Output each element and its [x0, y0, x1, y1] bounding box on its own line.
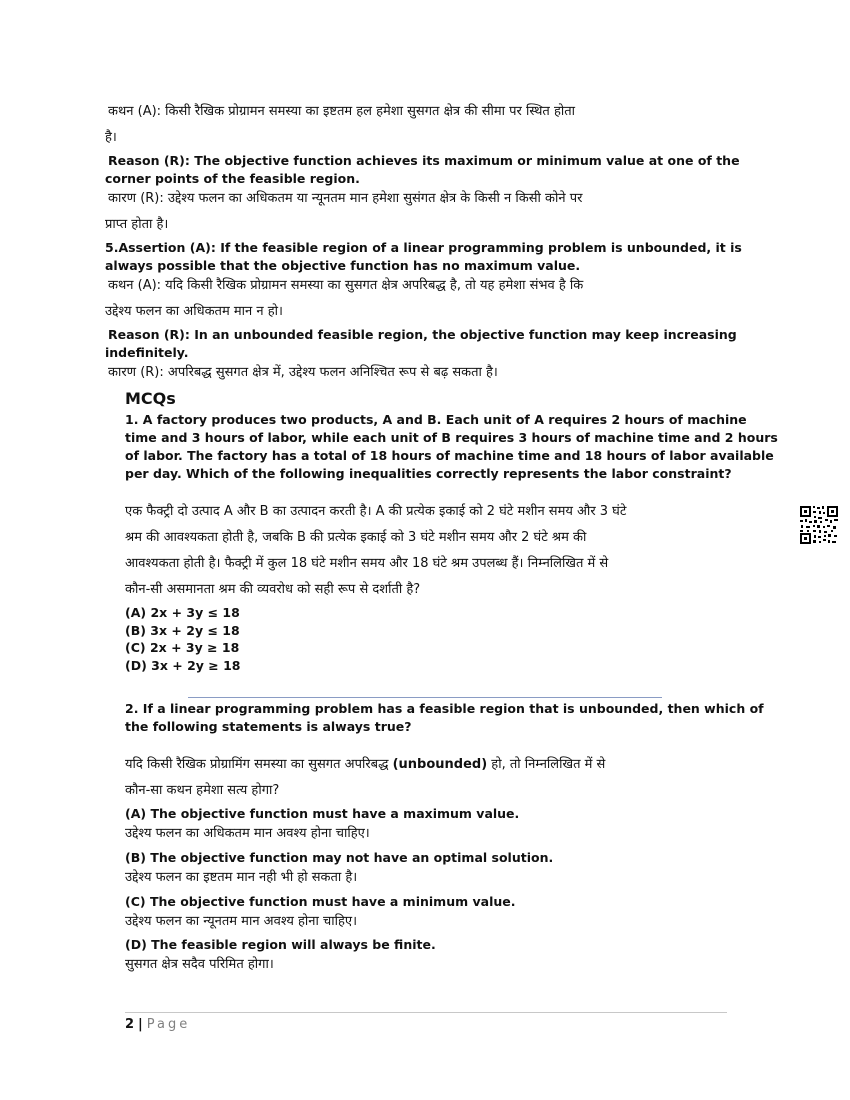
- reason-4-english-line2: corner points of the feasible region.: [105, 171, 360, 186]
- q2-option-a-hindi: उद्देश्य फलन का अधिकतम मान अवश्य होना चाहिए।: [125, 826, 370, 841]
- q1-option-b: (B) 3x + 2y ≤ 18: [125, 623, 240, 638]
- q1-hindi-line1: एक फैक्ट्री दो उत्पाद A और B का उत्पादन करती है। A की प्रत्येक इकाई को 2 घंटे मशीन समय और 3 घंटे: [125, 504, 627, 519]
- reason-4-english-line1: Reason (R): The objective function achieves its maximum or minimum value at one of the: [108, 153, 740, 168]
- q1-english-line1: 1. A factory produces two products, A and B. Each unit of A requires 2 hours of machine: [125, 412, 747, 427]
- q1-hindi-line2: श्रम की आवश्यकता होती है, जबकि B की प्रत्येक इकाई को 3 घंटे मशीन समय और 2 घंटे श्रम की: [125, 530, 587, 545]
- q1-english-line2: time and 3 hours of labor, while each unit of B requires 3 hours of machine time and 2 hours: [125, 430, 778, 445]
- assertion-5-hindi-line2: उद्देश्य फलन का अधिकतम मान न हो।: [105, 304, 283, 319]
- reason-5-english-line1: Reason (R): In an unbounded feasible region, the objective function may keep increasing: [108, 327, 737, 342]
- q2-option-c-hindi: उद्देश्य फलन का न्यूनतम मान अवश्य होना चाहिए।: [125, 914, 358, 929]
- assertion-4-hindi-line2: है।: [105, 130, 117, 145]
- footer-separator: |: [138, 1017, 143, 1032]
- assertion-4-hindi-line1: कथन (A): किसी रैखिक प्रोग्रामन समस्या का इष्टतम हल हमेशा सुसगत क्षेत्र की सीमा पर स्थित होता: [108, 104, 576, 119]
- assertion-5-english-line2: always possible that the objective function has no maximum value.: [105, 258, 581, 273]
- q2-hindi-line1-part2: हो, तो निम्नलिखित में से: [487, 757, 606, 772]
- q1-option-a: (A) 2x + 3y ≤ 18: [125, 605, 240, 620]
- footer-divider: [125, 1012, 727, 1013]
- q2-option-b-hindi: उद्देश्य फलन का इष्टतम मान नही भी हो सकता है।: [125, 870, 358, 885]
- q2-hindi-line1-unbounded: (unbounded): [392, 757, 488, 772]
- page-number: 2: [125, 1017, 135, 1032]
- q1-hindi-line3: आवश्यकता होती है। फैक्ट्री में कुल 18 घंटे मशीन समय और 18 घंटे श्रम उपलब्ध हैं। निम्नलिखित में से: [125, 556, 609, 571]
- q2-hindi-line2: कौन-सा कथन हमेशा सत्य होगा?: [125, 783, 280, 798]
- q1-english-line3: of labor. The factory has a total of 18 hours of machine time and 18 hours of labor available: [125, 448, 774, 463]
- mcq-heading: MCQs: [125, 389, 176, 408]
- q2-hindi-line1: [125, 756, 605, 774]
- q2-option-d-hindi: सुसगत क्षेत्र सदैव परिमित होगा।: [125, 957, 274, 972]
- reason-4-hindi-line2: प्राप्त होता है।: [105, 217, 169, 232]
- question-divider: [188, 697, 662, 698]
- q2-option-d: (D) The feasible region will always be finite.: [125, 937, 436, 952]
- assertion-5-english-line1: 5.Assertion (A): If the feasible region of a linear programming problem is unbounded, it is: [105, 240, 742, 255]
- q2-english-line2: the following statements is always true?: [125, 719, 412, 734]
- q2-option-c: (C) The objective function must have a minimum value.: [125, 894, 516, 909]
- q1-option-d: (D) 3x + 2y ≥ 18: [125, 658, 241, 673]
- reason-4-hindi-line1: कारण (R): उद्देश्य फलन का अधिकतम या न्यूनतम मान हमेशा सुसंगत क्षेत्र के किसी न किसी कोने पर: [108, 191, 583, 206]
- assertion-5-hindi-line1: कथन (A): यदि किसी रैखिक प्रोग्रामन समस्या का सुसगत क्षेत्र अपरिबद्ध है, तो यह हमेशा संभव है कि: [108, 278, 584, 293]
- page-footer: [125, 1016, 190, 1034]
- q1-option-c: (C) 2x + 3y ≥ 18: [125, 640, 240, 655]
- q1-english-line4: per day. Which of the following inequalities correctly represents the labor constraint?: [125, 466, 732, 481]
- reason-5-hindi-line1: कारण (R): अपरिबद्ध सुसगत क्षेत्र में, उद्देश्य फलन अनिश्चित रूप से बढ़ सकता है।: [108, 365, 498, 380]
- qr-code-icon: [799, 505, 839, 545]
- q2-option-a: (A) The objective function must have a maximum value.: [125, 806, 520, 821]
- reason-5-english-line2: indefinitely.: [105, 345, 189, 360]
- q2-english-line1: 2. If a linear programming problem has a feasible region that is unbounded, then which of: [125, 701, 764, 716]
- q2-hindi-line1-part1: यदि किसी रैखिक प्रोग्रामिंग समस्या का सुसगत अपरिबद्ध: [125, 757, 393, 772]
- q2-option-b: (B) The objective function may not have an optimal solution.: [125, 850, 554, 865]
- page-label: Page: [146, 1017, 191, 1032]
- q1-hindi-line4: कौन-सी असमानता श्रम की व्यवरोध को सही रूप से दर्शाती है?: [125, 582, 421, 597]
